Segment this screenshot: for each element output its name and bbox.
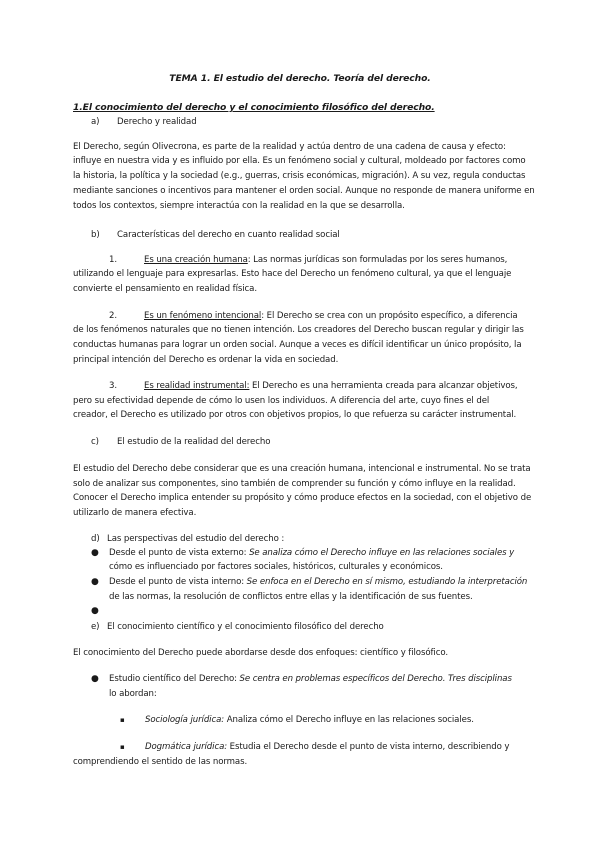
subitem-sociologia-term: Sociología jurídica: bbox=[145, 715, 227, 725]
item-b1-number: 1. bbox=[109, 255, 117, 265]
perspective-internal-lead: Desde el punto de vista interno: bbox=[109, 577, 247, 587]
square-bullet-icon: ▪ bbox=[120, 743, 125, 751]
item-b2-text-4: principal intención del Derecho es ordenar la vida en sociedad. bbox=[73, 355, 339, 365]
subitem-sociologia bbox=[145, 715, 474, 726]
paragraph-a-line-1: El Derecho, según Olivecrona, es parte de la realidad y actúa dentro de una cadena de causa y efecto: bbox=[73, 142, 506, 152]
item-b3-number: 3. bbox=[109, 381, 117, 391]
subsection-e-marker: e) bbox=[91, 622, 100, 632]
perspective-external-cont: cómo es influenciado por factores sociales, históricos, culturales y económicos. bbox=[109, 562, 443, 572]
perspective-internal bbox=[109, 577, 527, 588]
section-heading: 1.El conocimiento del derecho y el conocimiento filosófico del derecho. bbox=[73, 102, 435, 113]
item-b2-number: 2. bbox=[109, 311, 117, 321]
scientific-study-text: Se centra en problemas específicos del Derecho. Tres disciplinas bbox=[239, 674, 512, 684]
square-bullet-icon: ▪ bbox=[120, 716, 125, 724]
paragraph-a-line-5: todos los contextos, siempre interactúa con la realidad en la que se desarrolla. bbox=[73, 201, 405, 211]
subsection-a-marker: a) bbox=[91, 117, 100, 127]
item-b2-text-1: : El Derecho se crea con un propósito específico, a diferencia bbox=[261, 311, 518, 321]
item-b3-first-line bbox=[109, 381, 518, 392]
paragraph-a-line-2: influye en nuestra vida y es influido por ella. Es un fenómeno social y cultural, moldeado por factores como bbox=[73, 156, 526, 166]
item-b1-text-2: utilizando el lenguaje para expresarlas. Esto hace del Derecho un fenómeno cultural, ya que el lenguaje bbox=[73, 269, 512, 279]
item-b2-text-2: de los fenómenos naturales que no tienen intención. Los creadores del Derecho buscan regular y dirigir las bbox=[73, 325, 524, 335]
subsection-c-marker: c) bbox=[91, 437, 99, 447]
document-title: TEMA 1. El estudio del derecho. Teoría del derecho. bbox=[169, 73, 431, 84]
subsection-b-label: Características del derecho en cuanto realidad social bbox=[117, 230, 340, 240]
subsection-e-label: El conocimiento científico y el conocimiento filosófico del derecho bbox=[107, 622, 384, 632]
subsection-d-marker: d) bbox=[91, 534, 100, 544]
perspective-internal-cont: de las normas, la resolución de conflictos entre ellas y la identificación de sus fuentes. bbox=[109, 592, 473, 602]
subsection-a-heading bbox=[91, 117, 197, 128]
perspective-external-text: Se analiza cómo el Derecho influye en las relaciones sociales y bbox=[249, 548, 515, 558]
subsection-d-heading bbox=[91, 534, 284, 545]
subsection-a-label: Derecho y realidad bbox=[117, 117, 197, 127]
paragraph-c-line-2: solo de analizar sus componentes, sino también de comprender su función y cómo influye en la realidad. bbox=[73, 479, 516, 489]
paragraph-a-line-4: mediante sanciones o incentivos para mantener el orden social. Aunque no responde de manera uniforme en bbox=[73, 186, 535, 196]
item-b1-text-3: convierte el pensamiento en realidad física. bbox=[73, 284, 257, 294]
subsection-c-heading bbox=[91, 437, 270, 448]
perspective-external bbox=[109, 548, 514, 559]
subitem-dogmatica-term: Dogmática jurídica: bbox=[145, 742, 230, 752]
perspective-external-lead: Desde el punto de vista externo: bbox=[109, 548, 250, 558]
subsection-b-marker: b) bbox=[91, 230, 100, 240]
paragraph-c-line-4: utilizarlo de manera efectiva. bbox=[73, 508, 197, 518]
item-b1-term: Es una creación humana bbox=[144, 255, 248, 265]
item-b2-first-line bbox=[109, 311, 518, 322]
subsection-e-heading bbox=[91, 622, 384, 633]
item-b1-first-line bbox=[109, 255, 507, 266]
scientific-study-cont: lo abordan: bbox=[109, 689, 157, 699]
bullet-dot-icon: ● bbox=[91, 577, 99, 587]
paragraph-e-intro: El conocimiento del Derecho puede abordarse desde dos enfoques: científico y filosófico. bbox=[73, 648, 448, 658]
item-b3-text-3: creador, el Derecho es utilizado por otros con objetivos propios, lo que refuerza su carácter instrumental. bbox=[73, 410, 517, 420]
bullet-dot-icon: ● bbox=[91, 548, 99, 558]
paragraph-c-line-3: Conocer el Derecho implica entender su propósito y cómo produce efectos en la sociedad, con el objetivo de bbox=[73, 493, 532, 503]
subitem-dogmatica bbox=[145, 742, 509, 753]
scientific-study-lead: Estudio científico del Derecho: bbox=[109, 674, 240, 684]
item-b3-term: Es realidad instrumental: bbox=[144, 381, 250, 391]
subsection-b-heading bbox=[91, 230, 340, 241]
item-b3-text-2: pero su efectividad depende de cómo lo usen los individuos. A diferencia del arte, cuyo fines el del bbox=[73, 396, 490, 406]
subsection-d-label: Las perspectivas del estudio del derecho : bbox=[107, 534, 285, 544]
bullet-dot-icon: ● bbox=[91, 674, 99, 684]
item-b2-term: Es un fenómeno intencional bbox=[144, 311, 262, 321]
item-b2-text-3: conductas humanas para lograr un orden social. Aunque a veces es difícil identificar un único propósito, la bbox=[73, 340, 522, 350]
subitem-dogmatica-cont: comprendiendo el sentido de las normas. bbox=[73, 757, 248, 767]
subitem-sociologia-text: Analiza cómo el Derecho influye en las relaciones sociales. bbox=[226, 715, 474, 725]
scientific-study bbox=[109, 674, 512, 685]
paragraph-c-line-1: El estudio del Derecho debe considerar que es una creación humana, intencional e instrumental. No se trata bbox=[73, 464, 531, 474]
perspective-internal-text: Se enfoca en el Derecho en sí mismo, estudiando la interpretación bbox=[246, 577, 528, 587]
item-b3-text-1: El Derecho es una herramienta creada para alcanzar objetivos, bbox=[249, 381, 518, 391]
paragraph-a-line-3: la historia, la política y la sociedad (e.g., guerras, crisis económicas, migración). A su vez, regula conductas bbox=[73, 171, 526, 181]
subsection-c-label: El estudio de la realidad del derecho bbox=[117, 437, 271, 447]
subitem-dogmatica-text: Estudia el Derecho desde el punto de vista interno, describiendo y bbox=[229, 742, 510, 752]
bullet-dot-icon: ● bbox=[91, 606, 99, 616]
item-b1-text-1: : Las normas jurídicas son formuladas por los seres humanos, bbox=[247, 255, 508, 265]
